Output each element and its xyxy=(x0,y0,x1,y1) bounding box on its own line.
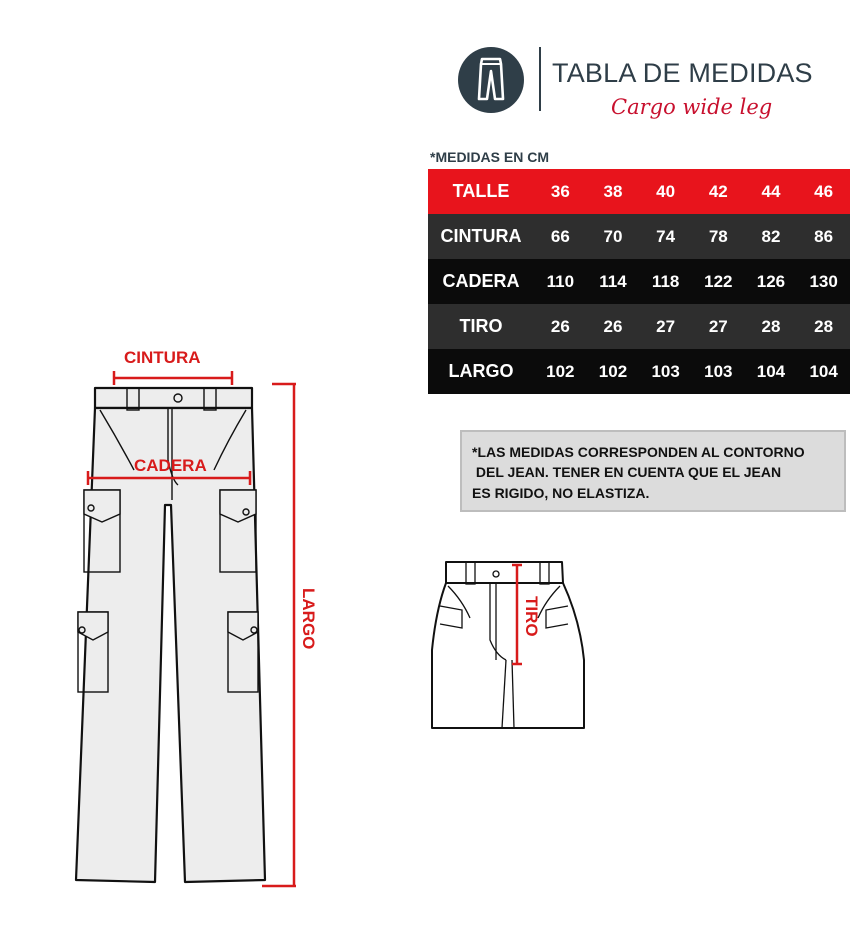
table-cell: 36 xyxy=(534,169,587,214)
table-cell: 40 xyxy=(639,169,692,214)
table-cell: 110 xyxy=(534,259,587,304)
table-cell: 78 xyxy=(692,214,745,259)
table-cell: 42 xyxy=(692,169,745,214)
table-cell: 26 xyxy=(587,304,640,349)
table-cell: 104 xyxy=(797,349,850,394)
table-cell: 103 xyxy=(639,349,692,394)
table-cell: 28 xyxy=(745,304,798,349)
table-cell: 122 xyxy=(692,259,745,304)
table-cell: 86 xyxy=(797,214,850,259)
table-cell: 66 xyxy=(534,214,587,259)
table-cell: 102 xyxy=(534,349,587,394)
table-cell: 118 xyxy=(639,259,692,304)
table-cell: 44 xyxy=(745,169,798,214)
note-line: *LAS MEDIDAS CORRESPONDEN AL CONTORNO xyxy=(472,444,805,460)
table-cell: 38 xyxy=(587,169,640,214)
cadera-label: CADERA xyxy=(134,456,207,475)
row-label: TIRO xyxy=(428,304,534,349)
row-label: TALLE xyxy=(428,169,534,214)
page-subtitle: Cargo wide leg xyxy=(611,95,773,119)
row-label: CINTURA xyxy=(428,214,534,259)
table-cell: 126 xyxy=(745,259,798,304)
table-cell: 130 xyxy=(797,259,850,304)
table-cell: 28 xyxy=(797,304,850,349)
note-line: ES RIGIDO, NO ELASTIZA. xyxy=(472,485,650,501)
tiro-label: TIRO xyxy=(522,596,541,637)
row-label: CADERA xyxy=(428,259,534,304)
page-title: TABLA DE MEDIDAS xyxy=(552,58,813,88)
table-cell: 102 xyxy=(587,349,640,394)
table-cell: 114 xyxy=(587,259,640,304)
table-cell: 26 xyxy=(534,304,587,349)
table-cell: 46 xyxy=(797,169,850,214)
table-cell: 82 xyxy=(745,214,798,259)
largo-label: LARGO xyxy=(299,588,318,650)
table-cell: 27 xyxy=(692,304,745,349)
table-cell: 103 xyxy=(692,349,745,394)
table-cell: 74 xyxy=(639,214,692,259)
note-line: DEL JEAN. TENER EN CUENTA QUE EL JEAN xyxy=(472,464,782,480)
row-label: LARGO xyxy=(428,349,534,394)
table-cell: 27 xyxy=(639,304,692,349)
table-cell: 70 xyxy=(587,214,640,259)
units-note: *MEDIDAS EN CM xyxy=(430,149,550,165)
cintura-label: CINTURA xyxy=(124,348,201,367)
table-cell: 104 xyxy=(745,349,798,394)
